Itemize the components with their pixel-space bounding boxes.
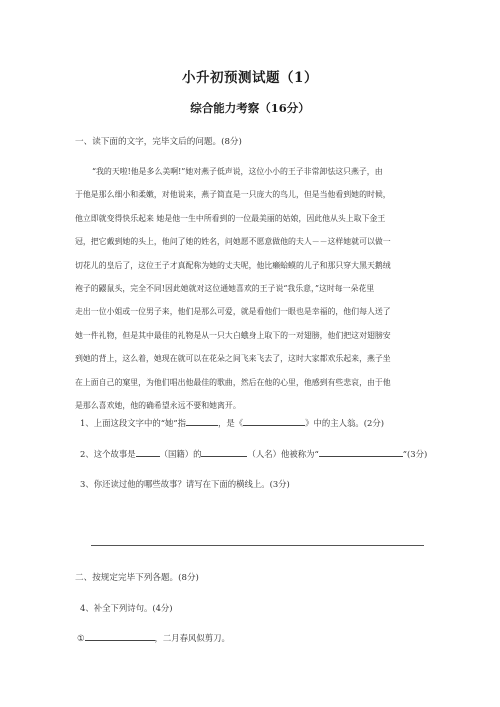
section-one-heading: 一、读下面的文字，完毕文后的问题。(8分) <box>75 137 242 147</box>
answer-blank[interactable] <box>319 447 403 457</box>
passage-line: 袍子的鼹鼠头，完全不同!因此她就对这位通她喜欢的王子说“我乐意，”这时每一朵花里 <box>75 283 375 293</box>
question-5-text: ，二月春风似剪刀。 <box>154 633 230 643</box>
passage-line: 冠，把它戴到她的头上，他问了她的姓名，问她愿不愿意做他的夫人－－这样她就可以做一 <box>75 237 391 247</box>
question-5-marker: ① <box>77 633 85 643</box>
question-1-text-c: 》中的主人翁。(2分) <box>305 418 385 428</box>
passage-line: 她一件礼物，但是其中最佳的礼物是从一只大白蛾身上取下的一对翅膀，他们把这对翅膀安 <box>75 330 391 340</box>
answer-blank[interactable] <box>85 631 155 641</box>
question-1 <box>80 416 384 429</box>
answer-line[interactable] <box>91 545 424 546</box>
exam-title: 小升初预测试题（1） <box>182 70 318 86</box>
passage-line: 到她的背上，这么着，她现在就可以在花朵之间飞来飞去了，这时大家都欢乐起来，燕子坐 <box>75 354 391 364</box>
question-5 <box>77 631 230 644</box>
section-two-heading: 二、按规定完毕下列各题。(8分) <box>75 573 199 583</box>
passage-line: 走出一位小姐或一位男子来，他们是那么可爱，就是看他们一眼也是幸福的，他们每人送了 <box>75 307 391 317</box>
passage-line: 切花儿的皇后了，这位王子才真配称为她的丈夫呢，他比癞蛤蟆的儿子和那只穿大黑天鹅绒 <box>75 260 391 270</box>
question-2-text-d: ”(3分) <box>402 449 428 459</box>
question-1-text-a: 1、上面这段文字中的“她”指 <box>80 418 187 428</box>
passage-line: 在上面自己的窠里，为他们唱出他最佳的歌曲，然后在他的心里，他感到有些悲哀，由于他 <box>75 377 391 387</box>
question-2-text-b: （国籍）的 <box>159 449 202 459</box>
question-1-text-b: ，是《 <box>218 418 244 428</box>
question-2-text-c: （人名）他被称为“ <box>247 449 319 459</box>
passage-line: 是那么喜欢她，他的确希望永远不要和她离开。 <box>75 400 241 410</box>
passage-line: 于他是那么细小和柔嫩，对他说来，燕子简直是一只庞大的鸟儿，但是当他看到她的时候， <box>75 190 391 200</box>
question-2-text-a: 2、这个故事是 <box>80 449 136 459</box>
answer-blank[interactable] <box>243 416 305 426</box>
exam-subtitle: 综合能力考察（16分） <box>190 101 310 115</box>
reading-passage <box>75 160 435 417</box>
passage-line: 他立即就变得快乐起来 她是他一生中所看到的一位最美丽的姑娘，因此他从头上取下金王 <box>75 213 386 223</box>
question-3: 3、你还读过他的哪些故事？请写在下面的横线上。(3分) <box>80 479 290 489</box>
answer-blank[interactable] <box>136 447 160 457</box>
question-2 <box>80 447 427 460</box>
passage-line: “我的天啦!他是多么美啊!”她对燕子低声说，这位小小的王子非常卸怯这只燕子，由 <box>92 167 383 176</box>
answer-blank[interactable] <box>201 447 247 457</box>
answer-blank[interactable] <box>186 416 218 426</box>
question-4: 4、补全下列诗句。(4分) <box>80 603 173 613</box>
